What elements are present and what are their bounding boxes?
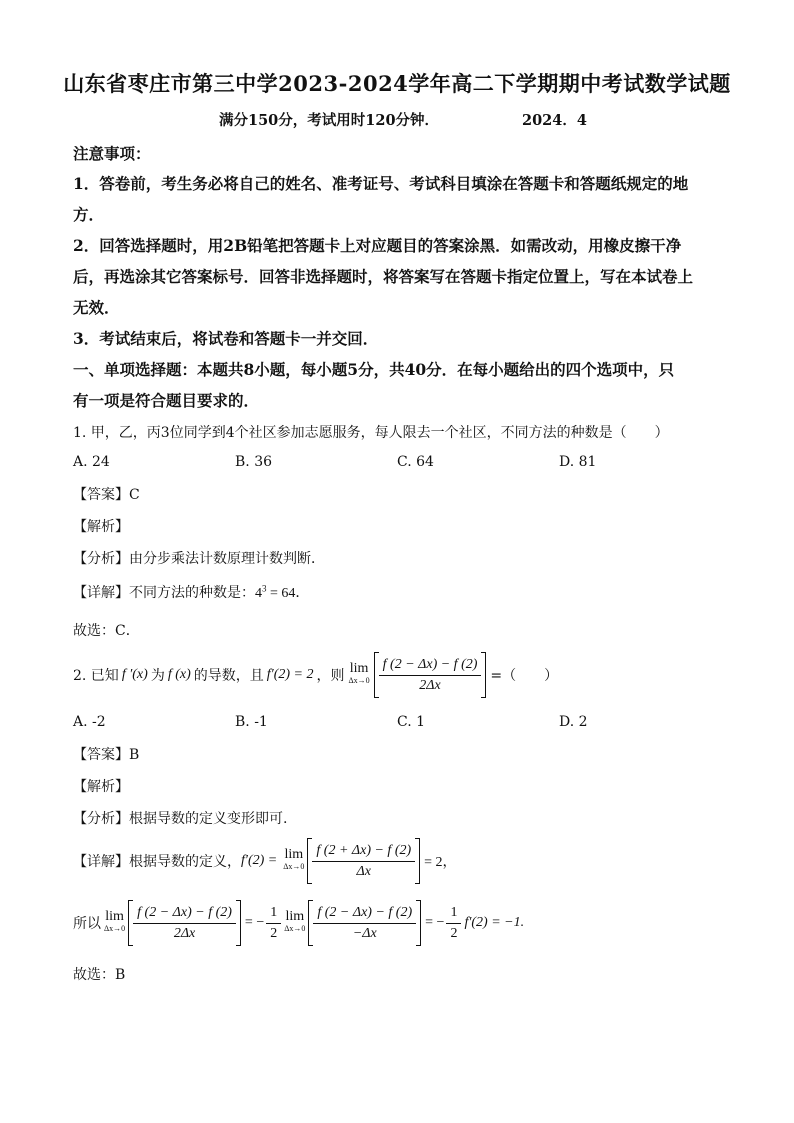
lim-subscript: Δx→0: [104, 924, 126, 933]
q2-limit: [348, 663, 369, 687]
right-bracket: [416, 900, 421, 946]
q2-stem-text-e: =（ ）: [490, 668, 559, 684]
so-limit-2: [284, 911, 305, 935]
fenxi-tag: 【分析】: [73, 811, 129, 827]
detail-tag: 【详解】: [73, 854, 129, 870]
q2-stem-text-a: 2. 已知: [73, 668, 119, 684]
half-numerator: 1: [446, 903, 461, 924]
q1-option-b: B. 36: [235, 454, 273, 470]
lim-subscript: Δx→0: [348, 676, 370, 685]
note-2-line-1: 2．回答选择题时，用2B铅笔把答题卡上对应题目的答案涂黑．如需改动，用橡皮擦干净: [73, 236, 682, 255]
fraction-numerator: f (2 − Δx) − f (2): [379, 655, 482, 676]
so-text: 所以: [73, 916, 101, 932]
half-fraction: [266, 903, 281, 944]
so-fraction-1: [133, 903, 236, 944]
q2-option-a: A. -2: [73, 714, 106, 730]
q2-option-c: C. 1: [397, 714, 426, 730]
section-heading-line-2: 有一项是符合题目要求的．: [73, 391, 260, 410]
fraction-denominator: 2Δx: [419, 677, 441, 693]
exam-info: [219, 109, 587, 130]
note-2-line-3: 无效．: [73, 298, 120, 317]
exam-date: 2024．4: [522, 112, 587, 129]
page-title: 山东省枣庄市第三中学2023-2024学年高二下学期期中考试数学试题: [63, 71, 731, 96]
answer-value: B: [129, 747, 140, 763]
q1-option-a: A. 24: [73, 454, 110, 470]
fenxi-tag: 【分析】: [73, 551, 129, 567]
detail-rhs: = 2，: [424, 855, 457, 870]
q2-stem: [73, 652, 558, 698]
q2-stem-text-b: 为: [150, 668, 165, 684]
so-fraction-2: [313, 903, 416, 944]
so-eq-2: = −: [425, 915, 445, 930]
detail-result: = 64．: [266, 586, 310, 601]
q2-fraction: [379, 655, 482, 696]
lim-word: lim: [105, 909, 124, 924]
fraction-numerator: f (2 + Δx) − f (2): [312, 841, 415, 862]
right-bracket: [236, 900, 241, 946]
q1-answer: [73, 484, 140, 504]
lim-subscript: Δx→0: [283, 862, 305, 871]
detail-base: 4: [255, 586, 262, 601]
lim-word: lim: [285, 909, 305, 924]
section-heading-line-1: 一、单项选择题：本题共8小题，每小题5分，共40分．在每小题给出的四个选项中，只: [73, 360, 675, 379]
detail-text: 根据导数的定义，: [129, 854, 241, 870]
note-1-line-2: 方．: [73, 205, 105, 224]
fraction-denominator: −Δx: [352, 925, 377, 941]
answer-tag: 【答案】: [73, 487, 129, 503]
answer-tag: 【答案】: [73, 747, 129, 763]
q2-option-d: D. 2: [559, 714, 588, 730]
q1-analysis-tag: 【解析】: [73, 519, 129, 535]
q1-option-c: C. 64: [397, 454, 434, 470]
so-eq-1: = −: [244, 915, 265, 930]
q2-f-x: f (x): [167, 667, 191, 682]
q1-conclusion: 故选：C．: [73, 623, 140, 639]
q2-fprime-x: f ′(x): [121, 667, 148, 682]
so-tail: f′(2) = −1.: [464, 915, 525, 930]
detail-fraction: [312, 841, 415, 882]
fraction-numerator: f (2 − Δx) − f (2): [133, 903, 236, 924]
q1-fenxi: [73, 548, 325, 568]
answer-value: C: [129, 487, 140, 503]
lim-subscript: Δx→0: [284, 924, 306, 933]
detail-lhs: f′(2) =: [241, 853, 278, 868]
q2-derivation: [73, 900, 524, 946]
lim-word: lim: [349, 661, 369, 676]
so-limit-1: [104, 911, 125, 935]
fraction-denominator: 2Δx: [173, 925, 196, 941]
q2-fenxi: [73, 808, 287, 828]
half-denominator: 2: [450, 925, 458, 941]
right-bracket: [415, 838, 420, 884]
half-numerator: 1: [266, 903, 281, 924]
detail-text: 不同方法的种数是：: [129, 585, 255, 601]
q2-answer: [73, 744, 139, 764]
note-2-line-2: 后，再选涂其它答案标号．回答非选择题时，将答案写在答题卡指定位置上，写在本试卷上: [73, 267, 694, 286]
note-3: 3．考试结束后，将试卷和答题卡一并交回．: [73, 329, 379, 348]
q2-option-b: B. -1: [235, 714, 268, 730]
half-denominator: 2: [270, 925, 278, 941]
q2-analysis-tag: 【解析】: [73, 779, 129, 795]
q2-condition: f′(2) = 2: [266, 667, 314, 682]
notes-heading: 注意事项：: [73, 144, 151, 163]
detail-exp: 3: [262, 583, 267, 594]
detail-tag: 【详解】: [73, 585, 129, 601]
q1-stem: 1. 甲，乙，丙3位同学到4个社区参加志愿服务，每人限去一个社区，不同方法的种数是（ ）: [73, 425, 669, 441]
q1-detail: [73, 582, 309, 602]
detail-limit: [283, 849, 304, 873]
fraction-numerator: f (2 − Δx) − f (2): [313, 903, 416, 924]
lim-word: lim: [284, 847, 304, 862]
fraction-denominator: Δx: [356, 863, 371, 879]
half-fraction-2: [446, 903, 461, 944]
q2-stem-text-d: ，则: [316, 668, 345, 684]
q2-conclusion: 故选：B: [73, 967, 126, 983]
q1-option-d: D. 81: [559, 454, 597, 470]
q2-detail: [73, 838, 457, 884]
note-1-line-1: 1．答卷前，考生务必将自己的姓名、准考证号、考试科目填涂在答题卡和答题纸规定的地: [73, 174, 689, 193]
fenxi-text: 由分步乘法计数原理计数判断．: [129, 551, 325, 567]
fenxi-text: 根据导数的定义变形即可.: [129, 811, 288, 827]
exam-duration: 满分150分，考试用时120分钟．: [219, 112, 440, 129]
right-bracket: [481, 652, 486, 698]
q2-stem-text-c: 的导数，且: [193, 668, 264, 684]
